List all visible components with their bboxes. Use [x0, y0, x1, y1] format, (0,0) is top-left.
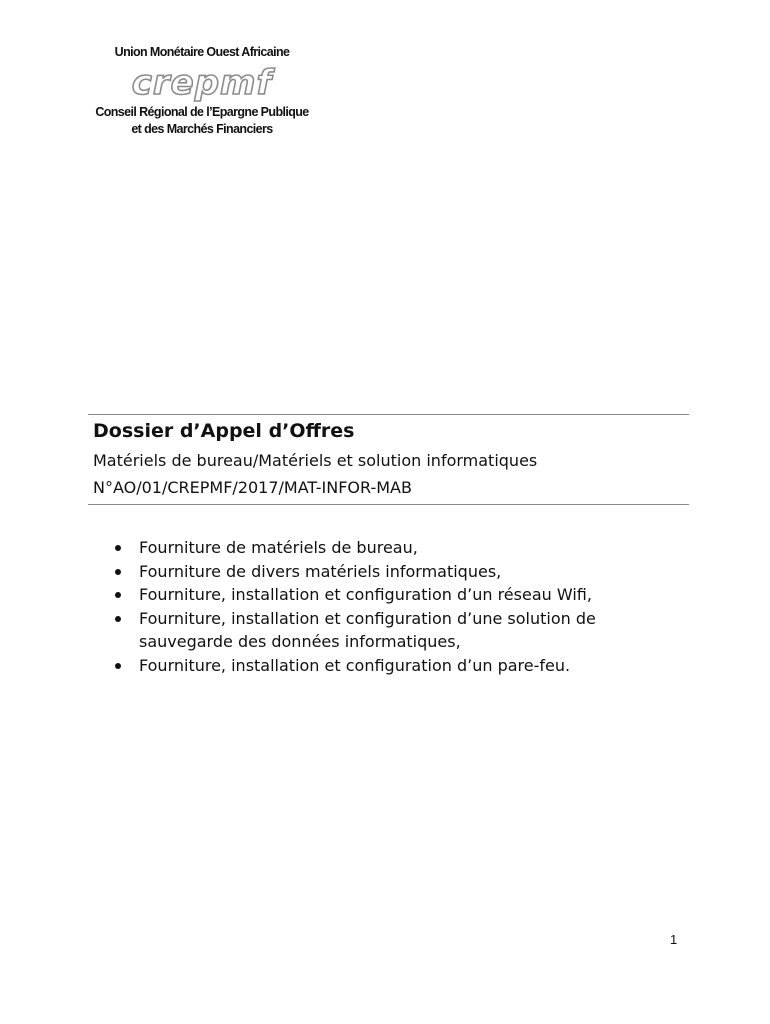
list-item-text: Fourniture, installation et configuration d’une solution de sauvegarde des données informatiques,: [139, 608, 596, 651]
list-item-text: Fourniture de matériels de bureau,: [139, 538, 418, 557]
union-name: Union Monétaire Ouest Africaine: [114, 45, 290, 59]
list-item: [112, 607, 682, 654]
bullet-icon: [115, 545, 121, 551]
list-item: [112, 536, 682, 560]
supply-items-list: [112, 536, 682, 677]
list-item-text: Fourniture, installation et configuration d’un pare-feu.: [139, 655, 571, 675]
bullet-icon: [115, 592, 121, 598]
council-name-line1: Conseil Régional de l’Epargne Publique: [95, 105, 309, 119]
document-title-block: [88, 414, 689, 505]
crepmf-logo: [107, 62, 297, 102]
list-item: [112, 583, 682, 607]
page-number: 1: [670, 932, 678, 947]
bullet-icon: [115, 569, 121, 575]
list-item: [112, 654, 682, 678]
list-item-text: Fourniture, installation et configuration d’un réseau Wifi,: [139, 585, 592, 604]
bullet-icon: [115, 663, 121, 669]
bullet-icon: [115, 616, 121, 622]
document-title: Dossier d’Appel d’Offres: [93, 420, 355, 442]
list-item: [112, 560, 682, 584]
document-reference: N°AO/01/CREPMF/2017/MAT-INFOR-MAB: [93, 478, 412, 497]
list-item-text: Fourniture de divers matériels informatiques,: [139, 561, 502, 581]
svg-text:crepmf: crepmf: [131, 63, 273, 102]
organization-header: [62, 44, 342, 138]
council-name-line2: et des Marchés Financiers: [131, 122, 273, 136]
document-subtitle: Matériels de bureau/Matériels et solution informatiques: [93, 451, 538, 470]
